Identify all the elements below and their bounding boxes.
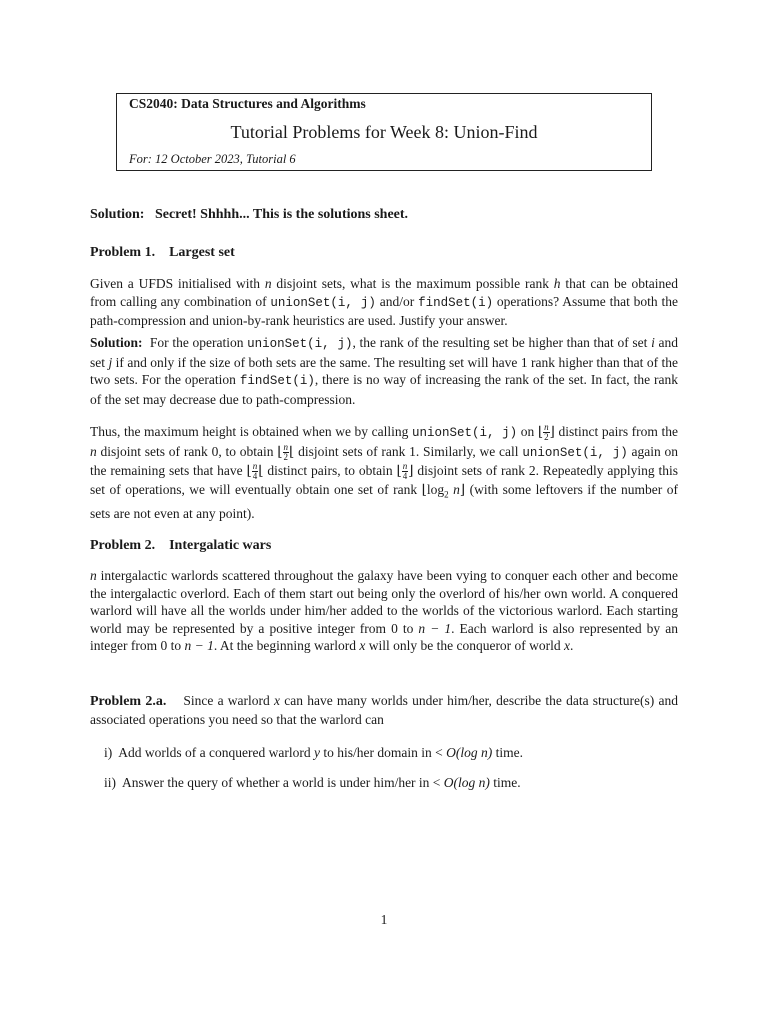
problem2-body: n intergalactic warlords scattered throughout the galaxy have been vying to conquer each other and become the intergalactic overlord. Each of them start out being only the overlord of his/her own world. A conquered warlord will have all the worlds under him/her added to the worlds of the victorious warlord. Each starting world may be represented by a positive integer from 0 to n − 1. Each warlord is also represented by an integer from 0 to n − 1. At the beginning warlord x will only be the conqueror of world x.: [90, 568, 678, 653]
problem1-explanation: Thus, the maximum height is obtained when we by calling unionSet(i, j) on ⌊ $\frac{n}{2}$ ⌋ distinct pairs from the n disjoint sets of rank 0, to obtain ⌊ $\frac{n}{2}$ ⌊ disjoint sets of rank 1. Similarly, we call unionSet(i, j) again on the remaining sets that have ⌊ $\frac{n}{4}$ ⌊ distinct pairs, to obtain ⌊ $\frac{n}{4}$ ⌋ disjoint sets of rank 2. Repeatedly applying this set of operations, we will eventually obtain one set of rank $⌊\log_2$ n⌋ (with some leftovers if the number of sets are not even at any point).: [90, 422, 679, 521]
problem2-title: Intergalatic wars: [169, 538, 272, 553]
tutorial-date: For: 12 October 2023, Tutorial 6: [129, 152, 296, 166]
fraction-n-over-4: $\frac{n}{4}$: [402, 461, 408, 482]
code-unionset: unionSet(i, j): [270, 295, 376, 310]
problem2a-label: Problem 2.a.: [90, 694, 167, 709]
problem2-label: Problem 2.: [90, 538, 156, 553]
list-marker: i): [104, 745, 113, 760]
page-number: 1: [380, 912, 388, 927]
list-item: i) Add worlds of a conquered warlord y to his/her domain in < O(log n) time.: [104, 745, 523, 760]
solution-note-text: Secret! Shhhh... This is the solutions sheet.: [154, 207, 409, 222]
problem1-solution: Solution: For the operation unionSet(i, j), the rank of the resulting set be higher than that of set i and set j if and only if the size of both sets are the same. The resulting set will have 1 rank higher than that of the two sets. For the operation findSet(i), there is no way of increasing the rank of the set. In fact, the rank of the set may decrease due to path-compression.: [90, 335, 679, 407]
list-item: ii) Answer the query of whether a world is under him/her in < O(log n) time.: [104, 775, 521, 790]
problem2a-body: Problem 2.a. Since a warlord x can have many worlds under him/her, describe the data structure(s) and associated operations you need so that the warlord can: [90, 693, 678, 727]
tutorial-title: Tutorial Problems for Week 8: Union-Find: [230, 122, 538, 142]
problem1-heading: [90, 245, 235, 261]
fraction-n-over-2: $\frac{n}{2}$: [544, 422, 549, 443]
problem1-title: Largest set: [169, 245, 235, 260]
problem1-label: Problem 1.: [90, 245, 156, 260]
fraction-n-over-4: $\frac{n}{4}$: [252, 461, 258, 482]
code-findset: findSet(i): [418, 295, 494, 310]
fraction-n-over-2: $\frac{n}{2}$: [283, 441, 289, 462]
solution-note-label: Solution:: [90, 207, 145, 222]
problem1-question: Given a UFDS initialised with n disjoint sets, what is the maximum possible rank h that can be obtained from calling any combination of unionSet(i, j) and/or findSet(i) operations? Assume that both the path-compression and union-by-rank heuristics are used. Justify your answer.: [90, 276, 678, 328]
solution-label: Solution:: [90, 335, 143, 350]
header-box: [116, 93, 652, 171]
course-title: CS2040: Data Structures and Algorithms: [129, 96, 366, 111]
list-marker: ii): [104, 775, 116, 790]
problem2-heading: [90, 538, 271, 554]
solution-note: [90, 207, 408, 223]
